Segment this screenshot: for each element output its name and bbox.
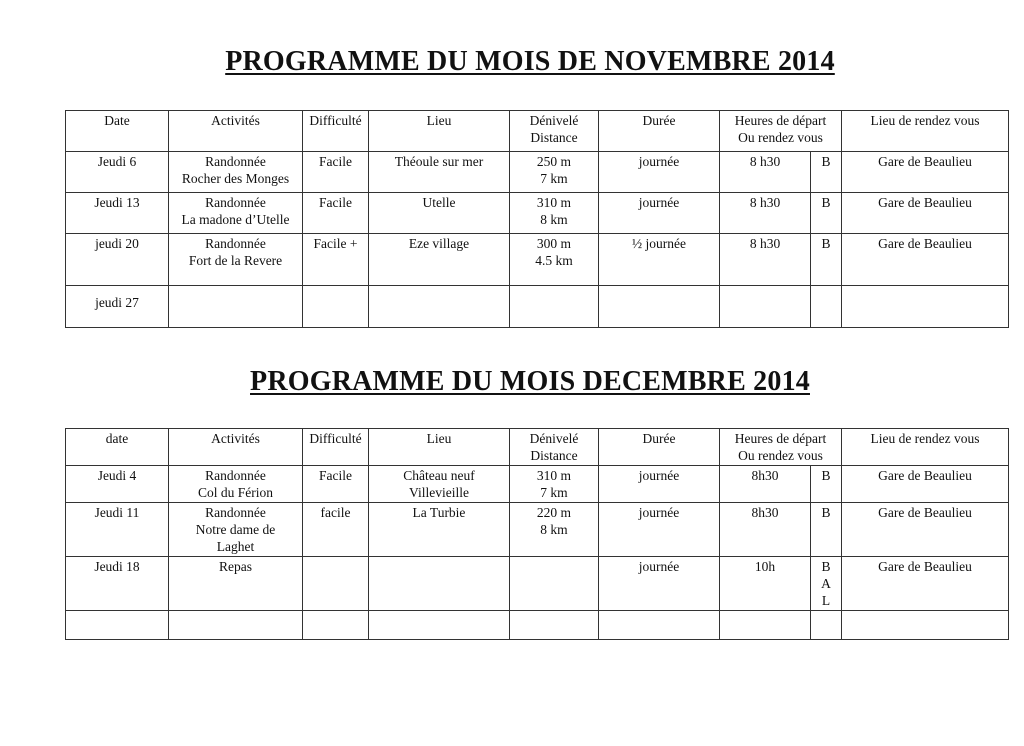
cell-rdv: Gare de Beaulieu (842, 503, 1009, 557)
cell-code: B (811, 193, 842, 234)
table-row (66, 611, 1009, 640)
cell-date: Jeudi 11 (66, 503, 169, 557)
cell-heure: 8 h30 (720, 193, 811, 234)
table-header-row (66, 429, 1009, 466)
table-row (66, 557, 1009, 611)
cell-heure: 8h30 (720, 466, 811, 503)
cell-activites: Randonnée Fort de la Revere (169, 234, 303, 286)
cell-code: B (811, 234, 842, 286)
cell-duree: journée (599, 503, 720, 557)
cell-rdv: Gare de Beaulieu (842, 152, 1009, 193)
cell-heure: 10h (720, 557, 811, 611)
cell-duree (599, 286, 720, 328)
cell-lieu: Utelle (369, 193, 510, 234)
cell-heure (720, 611, 811, 640)
table-row (66, 193, 1009, 234)
cell-denivele: 310 m 7 km (510, 466, 599, 503)
cell-lieu: Eze village (369, 234, 510, 286)
cell-difficulte: facile (303, 503, 369, 557)
cell-rdv (842, 286, 1009, 328)
cell-rdv: Gare de Beaulieu (842, 466, 1009, 503)
cell-activites: Randonnée Rocher des Monges (169, 152, 303, 193)
cell-lieu: Théoule sur mer (369, 152, 510, 193)
cell-rdv: Gare de Beaulieu (842, 234, 1009, 286)
cell-code: B (811, 466, 842, 503)
header-heures: Heures de départ Ou rendez vous (720, 429, 842, 466)
header-duree: Durée (599, 429, 720, 466)
cell-denivele (510, 286, 599, 328)
table-row (66, 152, 1009, 193)
header-date: date (66, 429, 169, 466)
november-title: PROGRAMME DU MOIS DE NOVEMBRE 2014 (225, 46, 835, 77)
cell-rdv: Gare de Beaulieu (842, 557, 1009, 611)
table-row (66, 234, 1009, 286)
cell-rdv: Gare de Beaulieu (842, 193, 1009, 234)
cell-code: B A L (811, 557, 842, 611)
cell-code (811, 611, 842, 640)
cell-code: B (811, 152, 842, 193)
cell-lieu: Château neuf Villevieille (369, 466, 510, 503)
cell-difficulte: Facile (303, 193, 369, 234)
november-schedule-table (65, 110, 1009, 328)
header-duree: Durée (599, 111, 720, 152)
cell-code: B (811, 503, 842, 557)
cell-denivele (510, 611, 599, 640)
header-lieu: Lieu (369, 429, 510, 466)
table-header-row (66, 111, 1009, 152)
cell-duree: journée (599, 466, 720, 503)
cell-activites: Randonnée Col du Férion (169, 466, 303, 503)
header-heures: Heures de départ Ou rendez vous (720, 111, 842, 152)
cell-difficulte: Facile (303, 152, 369, 193)
cell-date (66, 611, 169, 640)
header-denivele: Dénivelé Distance (510, 111, 599, 152)
header-difficulte: Difficulté (303, 429, 369, 466)
header-denivele: Dénivelé Distance (510, 429, 599, 466)
cell-activites: Repas (169, 557, 303, 611)
cell-heure: 8 h30 (720, 152, 811, 193)
cell-date: jeudi 20 (66, 234, 169, 286)
cell-activites: Randonnée Notre dame de Laghet (169, 503, 303, 557)
cell-date: jeudi 27 (66, 286, 169, 328)
header-difficulte: Difficulté (303, 111, 369, 152)
cell-difficulte (303, 286, 369, 328)
cell-lieu (369, 286, 510, 328)
cell-lieu (369, 557, 510, 611)
cell-denivele (510, 557, 599, 611)
cell-difficulte (303, 557, 369, 611)
december-schedule-table (65, 428, 1009, 640)
cell-lieu: La Turbie (369, 503, 510, 557)
table-row (66, 286, 1009, 328)
cell-difficulte (303, 611, 369, 640)
cell-denivele: 220 m 8 km (510, 503, 599, 557)
cell-heure: 8 h30 (720, 234, 811, 286)
cell-activites: Randonnée La madone d’Utelle (169, 193, 303, 234)
cell-date: Jeudi 13 (66, 193, 169, 234)
header-activites: Activités (169, 111, 303, 152)
cell-rdv (842, 611, 1009, 640)
cell-duree: journée (599, 152, 720, 193)
cell-heure: 8h30 (720, 503, 811, 557)
cell-code (811, 286, 842, 328)
cell-date: Jeudi 18 (66, 557, 169, 611)
cell-activites (169, 611, 303, 640)
cell-duree: journée (599, 557, 720, 611)
header-lieu: Lieu (369, 111, 510, 152)
header-date: Date (66, 111, 169, 152)
table-row (66, 503, 1009, 557)
cell-heure (720, 286, 811, 328)
cell-duree: ½ journée (599, 234, 720, 286)
table-row (66, 466, 1009, 503)
cell-denivele: 310 m 8 km (510, 193, 599, 234)
header-rdv: Lieu de rendez vous (842, 111, 1009, 152)
cell-duree (599, 611, 720, 640)
cell-date: Jeudi 4 (66, 466, 169, 503)
cell-lieu (369, 611, 510, 640)
cell-denivele: 300 m 4.5 km (510, 234, 599, 286)
cell-difficulte: Facile (303, 466, 369, 503)
cell-difficulte: Facile + (303, 234, 369, 286)
header-rdv: Lieu de rendez vous (842, 429, 1009, 466)
december-title: PROGRAMME DU MOIS DECEMBRE 2014 (250, 366, 810, 397)
cell-activites (169, 286, 303, 328)
cell-denivele: 250 m 7 km (510, 152, 599, 193)
cell-date: Jeudi 6 (66, 152, 169, 193)
header-activites: Activités (169, 429, 303, 466)
cell-duree: journée (599, 193, 720, 234)
